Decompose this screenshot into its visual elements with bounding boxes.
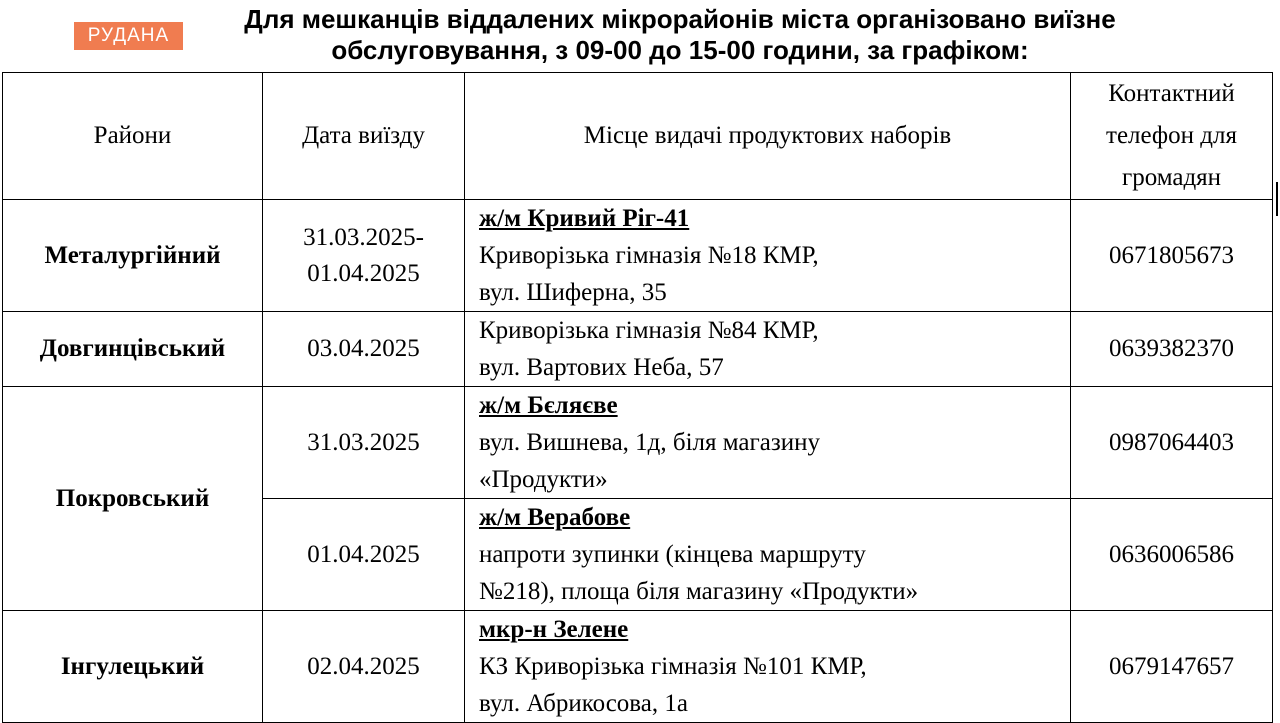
date-line: 01.04.2025 (307, 259, 420, 287)
header-date: Дата виїзду (263, 73, 465, 200)
date-line: 31.03.2025 (307, 428, 420, 456)
table-row (3, 200, 1273, 312)
date-cell (263, 611, 465, 723)
place-line: вул. Шиферна, 35 (479, 279, 667, 306)
header-phone-line: громадян (1121, 164, 1222, 191)
header-phone (1071, 73, 1273, 200)
table-row (3, 312, 1273, 387)
place-line: №218), площа біля магазину «Продукти» (479, 578, 919, 605)
table-row (3, 611, 1273, 723)
place-cell (465, 387, 1071, 499)
place-cell (465, 200, 1071, 312)
header-district: Райони (3, 73, 263, 200)
date-cell (263, 387, 465, 499)
place-title: ж/м Кривий Ріг-41 (479, 205, 690, 232)
date-cell (263, 312, 465, 387)
place-cell (465, 499, 1071, 611)
place-line: вул. Абрикосова, 1а (479, 690, 688, 717)
place-line: КЗ Криворізька гімназія №101 КМР, (479, 653, 867, 680)
title-line-2: обслуговування, з 09-00 до 15-00 години, за графіком: (331, 35, 1029, 65)
header-place: Місце видачі продуктових наборів (465, 73, 1071, 200)
date-line: 31.03.2025- (303, 223, 424, 251)
phone-cell: 0639382370 (1071, 312, 1273, 387)
brand-badge: РУДАНА (74, 22, 183, 50)
date-cell (263, 200, 465, 312)
date-cell (263, 499, 465, 611)
place-line: Криворізька гімназія №84 КМР, (479, 317, 819, 344)
table-row (3, 387, 1273, 499)
phone-cell: 0636006586 (1071, 499, 1273, 611)
title-line-1: Для мешканців віддалених мікрорайонів міста організовано виїзне (244, 4, 1116, 34)
date-line: 03.04.2025 (307, 335, 420, 362)
schedule-table (2, 72, 1273, 723)
page-title (140, 4, 1220, 66)
header-phone-line: телефон для (1106, 122, 1237, 149)
place-cell (465, 312, 1071, 387)
date-line: 02.04.2025 (307, 652, 420, 680)
date-line: 01.04.2025 (307, 540, 420, 568)
place-title: мкр-н Зелене (479, 616, 629, 643)
place-line: вул. Вишнева, 1д, біля магазину (479, 429, 821, 456)
district-cell: Покровський (3, 387, 263, 611)
place-line: «Продукти» (479, 466, 608, 493)
place-title: ж/м Верабове (479, 504, 631, 531)
district-cell: Довгинцівський (3, 312, 263, 387)
text-cursor (1276, 182, 1278, 216)
place-line: напроти зупинки (кінцева маршруту (479, 541, 866, 568)
phone-cell: 0987064403 (1071, 387, 1273, 499)
place-cell (465, 611, 1071, 723)
header-phone-line: Контактний (1108, 80, 1235, 107)
district-cell: Металургійний (3, 200, 263, 312)
district-cell: Інгулецький (3, 611, 263, 723)
phone-cell: 0671805673 (1071, 200, 1273, 312)
phone-cell: 0679147657 (1071, 611, 1273, 723)
table-header-row (3, 73, 1273, 200)
place-line: Криворізька гімназія №18 КМР, (479, 242, 819, 269)
place-title: ж/м Бєляєве (479, 392, 618, 419)
place-line: вул. Вартових Неба, 57 (479, 354, 724, 381)
